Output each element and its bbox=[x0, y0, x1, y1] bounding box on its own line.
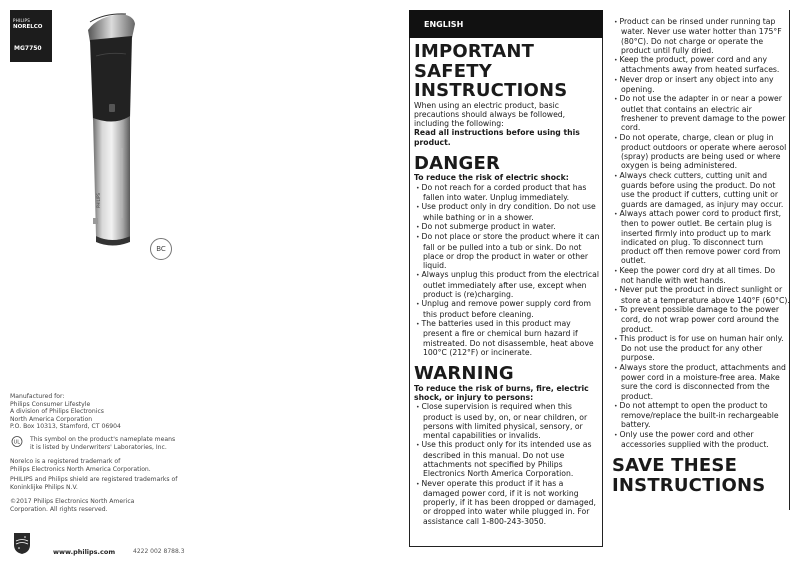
copyright-line: ©2017 Philips Electronics North America bbox=[10, 498, 135, 505]
ul-note-line: This symbol on the product's nameplate means bbox=[30, 436, 176, 443]
trademark-line: Koninklijke Philips N.V. bbox=[10, 483, 78, 491]
danger-subheading: To reduce the risk of electric shock: bbox=[414, 173, 569, 183]
ul-note-line: it is listed by Underwriters' Laboratories, Inc. bbox=[30, 443, 167, 451]
manufacturer-line: North America Corporation bbox=[10, 415, 93, 423]
list-item: • Do not operate, charge, clean or plug in product outdoors or operate where aerosol (spray) products are being used or where oxygen is being administered. bbox=[612, 133, 790, 171]
ul-listed-icon bbox=[10, 436, 24, 447]
list-item: • Use this product only for its intended use as described in this manual. Do not use attachments not specified by Philips Electronics North America Corporation. bbox=[414, 440, 600, 478]
list-item: • The batteries used in this product may present a fire or chemical burn hazard if mistreated. Do not disassemble, heat above 100°C (212°F) or incinerate. bbox=[414, 319, 600, 357]
list-item: • Keep the product, power cord and any attachments away from heated surfaces. bbox=[612, 55, 790, 75]
trademark-line: Philips Electronics North America Corporation. bbox=[10, 465, 151, 473]
warning-list bbox=[414, 402, 600, 526]
list-item: • Do not attempt to open the product to remove/replace the built-in rechargeable battery. bbox=[612, 401, 790, 430]
brand-norelco-text: NORELCO bbox=[13, 24, 43, 30]
read-all-note: Read all instructions before using this product. bbox=[414, 128, 580, 147]
list-item: • Always unplug this product from the electrical outlet immediately after use, except when product is (re)charging. bbox=[414, 270, 600, 299]
list-item: • Do not use the adapter in or near a power outlet that contains an electric air freshener to prevent damage to the power cord. bbox=[612, 94, 790, 132]
copyright-line: Corporation. All rights reserved. bbox=[10, 505, 108, 513]
manufacturer-info bbox=[10, 393, 170, 431]
document-number: 4222 002 8788.3 bbox=[133, 548, 185, 555]
trademark-line: PHILIPS and Philips shield are registered trademarks of bbox=[10, 476, 178, 483]
language-bar bbox=[409, 10, 603, 38]
list-item: • Never operate this product if it has a damaged power cord, if it is not working properly, if it has been dropped or damaged, or dropped into water while plugged in. For assistance call 1-800-243-3050. bbox=[414, 479, 600, 526]
column-1 bbox=[414, 42, 600, 526]
manufacturer-line: P.O. Box 10313, Stamford, CT 06904 bbox=[10, 423, 121, 431]
trimmer-illustration bbox=[60, 8, 180, 253]
list-item: • Never put the product in direct sunlight or store at a temperature above 140°F (60°C). bbox=[612, 285, 790, 305]
danger-heading: DANGER bbox=[414, 152, 501, 174]
norelco-trademark bbox=[10, 458, 180, 473]
warning-subheading: To reduce the risk of burns, fire, electric shock, or injury to persons: bbox=[414, 383, 589, 402]
list-item: • Product can be rinsed under running tap water. Never use water hotter than 175°F (80°C). Do not charge or operate the product until fully dried. bbox=[612, 17, 790, 55]
manufacturer-line: A division of Philips Electronics bbox=[10, 408, 104, 416]
copyright bbox=[10, 498, 160, 513]
list-item: • Do not reach for a corded product that has fallen into water. Unplug immediately. bbox=[414, 183, 600, 203]
bc-badge: BC bbox=[150, 238, 172, 260]
ul-note bbox=[30, 436, 190, 451]
list-item: • Do not place or store the product where it can fall or be pulled into a tub or sink. Do not place or drop the product in water or other liquid. bbox=[414, 232, 600, 270]
manufacturer-line: Manufactured for: bbox=[10, 393, 65, 400]
list-item: • This product is for use on human hair only. Do not use the product for any other purpose. bbox=[612, 334, 790, 363]
language-label: ENGLISH bbox=[424, 20, 464, 29]
list-item: • Unplug and remove power supply cord from this product before cleaning. bbox=[414, 299, 600, 319]
list-item: • Close supervision is required when this product is used by, on, or near children, or persons with limited physical, sensory, or mental capabilities or invalids. bbox=[414, 402, 600, 440]
save-instructions-heading: SAVE THESE INSTRUCTIONS bbox=[612, 455, 766, 496]
list-item: • Do not submerge product in water. bbox=[414, 222, 600, 232]
list-item: • Always check cutters, cutting unit and guards before using the product. Do not use the product if cutters, cutting unit or guards are damaged, as injury may occur. bbox=[612, 171, 790, 209]
list-item: • To prevent possible damage to the power cord, do not wrap power cord around the product. bbox=[612, 305, 790, 334]
website-url: www.philips.com bbox=[53, 548, 116, 556]
list-item: • Never drop or insert any object into any opening. bbox=[612, 75, 790, 95]
warning-list-continued bbox=[612, 17, 790, 449]
philips-shield-icon bbox=[12, 529, 32, 555]
danger-list bbox=[414, 183, 600, 357]
svg-text:PHILIPS: PHILIPS bbox=[96, 193, 101, 208]
svg-text:UL: UL bbox=[13, 439, 21, 446]
brand-logo-box bbox=[10, 10, 52, 62]
trademark-line: Norelco is a registered trademark of bbox=[10, 458, 121, 465]
model-number: MG7750 bbox=[14, 45, 42, 52]
list-item: • Use product only in dry condition. Do not use while bathing or in a shower. bbox=[414, 202, 600, 222]
list-item: • Keep the power cord dry at all times. Do not handle with wet hands. bbox=[612, 266, 790, 286]
list-item: • Only use the power cord and other accessories supplied with the product. bbox=[612, 430, 790, 450]
safety-title: IMPORTANT SAFETY INSTRUCTIONS bbox=[414, 41, 568, 101]
list-item: • Always store the product, attachments and power cord in a moisture-free area. Make sure the cord is disconnected from the product. bbox=[612, 363, 790, 401]
column-2 bbox=[612, 17, 790, 495]
warning-heading: WARNING bbox=[414, 363, 514, 385]
intro-text: When using an electric product, basic precautions should always be followed, including the following: bbox=[414, 100, 566, 129]
manufacturer-line: Philips Consumer Lifestyle bbox=[10, 400, 91, 408]
philips-trademark bbox=[10, 476, 190, 491]
list-item: • Always attach power cord to product first, then to power outlet. Be certain plug is inserted firmly into product up to mark indicated on plug. To disconnect turn product off then remove power cord from outlet. bbox=[612, 209, 790, 266]
brand-philips-text: PHILIPS bbox=[13, 18, 31, 23]
